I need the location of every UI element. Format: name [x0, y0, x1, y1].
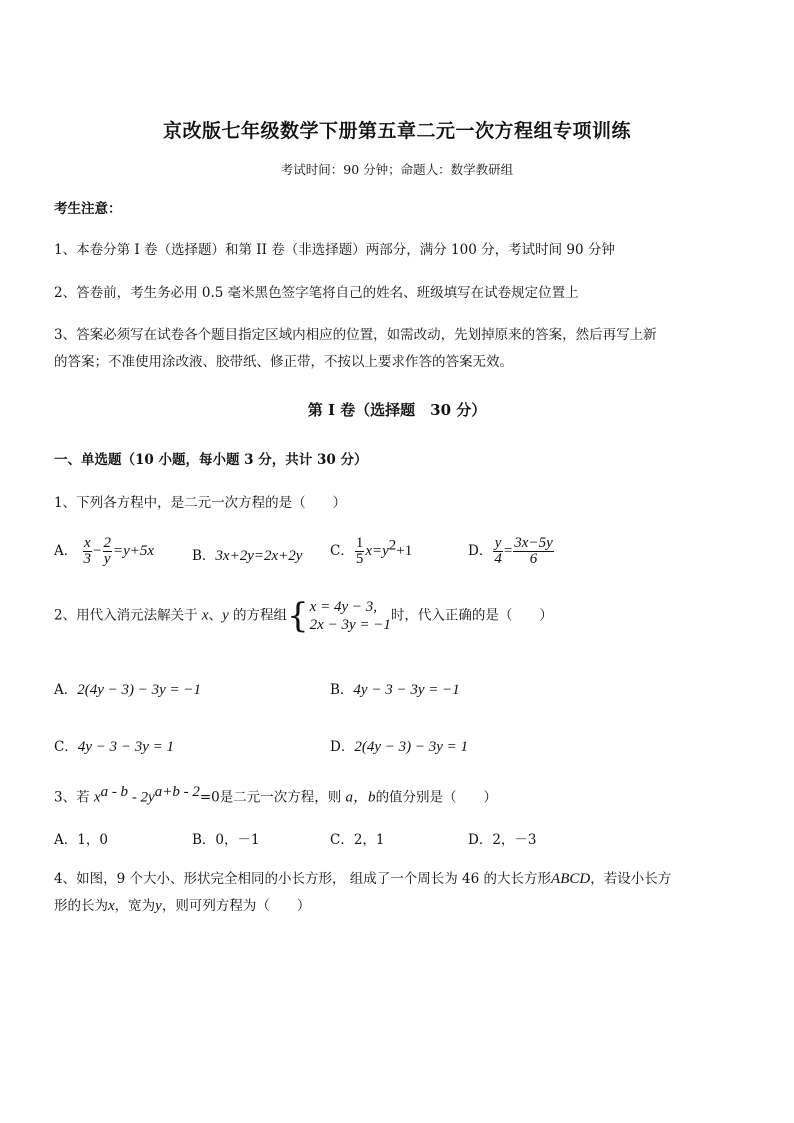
- q2-option-c-expression: 4y − 3 − 3y = 1: [77, 739, 175, 755]
- notice-item-2: 2、答卷前，考生务必用 0.5 毫米黑色签字笔将自己的姓名、班级填写在试卷规定位置上: [54, 285, 579, 301]
- q1-a-fraction-1: $\frac{x}{3}$: [83, 535, 92, 567]
- q3-option-a[interactable]: A．1，0: [54, 832, 108, 848]
- q4-var-x: x: [108, 898, 115, 914]
- section-title: 第 I 卷（选择题 30 分）: [307, 401, 487, 419]
- q3-term-1-base: x: [93, 789, 101, 806]
- q3-stem-part-3: 的值分别是（ ）: [375, 789, 498, 806]
- q3-stem-part-2: 是二元一次方程，则: [219, 789, 342, 806]
- q3-term-2-exponent: a+b - 2: [154, 784, 200, 800]
- q3-stem: [54, 784, 497, 807]
- q1-d-fraction-1: $\frac{y}{4}$: [494, 535, 502, 567]
- q2-var-x: x: [201, 607, 209, 624]
- q1-c-exponent: 2: [388, 537, 397, 554]
- q1-option-a[interactable]: [54, 536, 154, 567]
- notice-item-1: 1、本卷分第 I 卷（选择题）和第 II 卷（非选择题）两部分，满分 100 分，考试时间 90 分钟: [54, 242, 615, 258]
- q1-c-rest-end: +1: [396, 543, 413, 559]
- q1-a-fraction-2: $\frac{2}{y}$: [103, 535, 112, 567]
- q1-a-rest: =y+5x: [113, 543, 155, 559]
- q1-c-fraction: $\frac{1}{5}$: [355, 535, 364, 567]
- q3-stem-part-1: 3、若: [54, 789, 90, 806]
- q3-term-2-base: - 2y: [128, 789, 155, 806]
- q1-stem: 1、下列各方程中，是二元一次方程的是（ ）: [54, 495, 347, 511]
- q4-var-y: y: [155, 898, 162, 914]
- q2-option-a-expression: 2(4y − 3) − 3y = −1: [77, 682, 202, 698]
- q2-option-b-label: B．: [330, 682, 354, 698]
- notice-heading: 考生注意：: [54, 201, 122, 217]
- q2-option-d[interactable]: [330, 735, 468, 756]
- q1-a-minus: −: [93, 543, 102, 559]
- q3-term-1-exponent: a - b: [100, 784, 129, 800]
- notice-item-3-line-2: 的答案；不准使用涂改液、胶带纸、修正带，不按以上要求作答的答案无效。: [54, 354, 513, 370]
- q2-system-line-1: x = 4y − 3,: [309, 599, 377, 615]
- exam-title: 京改版七年级数学下册第五章二元一次方程组专项训练: [162, 120, 631, 142]
- q2-option-a[interactable]: [54, 678, 201, 699]
- q1-option-c[interactable]: [330, 536, 412, 567]
- q3-equals-zero: =0: [199, 789, 220, 806]
- notice-item-3-line-1: 3、答案必须写在试卷各个题目指定区域内相应的位置，如需改动，先划掉原来的答案，然后再写上新: [54, 327, 657, 343]
- q1-option-d[interactable]: [468, 536, 555, 567]
- q2-stem-part-1: 2、用代入消元法解关于: [54, 607, 198, 624]
- q2-option-d-expression: 2(4y − 3) − 3y = 1: [354, 739, 468, 755]
- q1-option-a-label: A．: [54, 543, 78, 559]
- q1-d-equals: =: [503, 543, 513, 559]
- q1-option-b[interactable]: [192, 544, 302, 565]
- q4-rectangle-label: ABCD: [551, 871, 591, 887]
- q2-option-a-label: A．: [54, 682, 78, 698]
- part-heading: 一、单选题（10 小题，每小题 3 分，共计 30 分）: [54, 452, 368, 468]
- q2-separator: 、: [208, 607, 223, 624]
- q2-stem-part-2: 的方程组: [233, 607, 288, 624]
- q1-option-b-label: B．: [192, 548, 216, 564]
- q3-option-d[interactable]: D．2，－3: [468, 832, 537, 848]
- q2-stem: [54, 598, 553, 634]
- q2-option-b-expression: 4y − 3 − 3y = −1: [353, 682, 460, 698]
- q4-line-1: 4、如图，9 个大小、形状完全相同的小长方形， 组成了一个周长为 46 的大长方形ABCD，若设小长方: [54, 871, 672, 887]
- q3-variables-ab: a，b: [345, 789, 376, 806]
- q2-option-c[interactable]: [54, 735, 174, 756]
- q3-option-b[interactable]: B．0，－1: [192, 832, 260, 848]
- q2-equation-system: [310, 598, 391, 634]
- left-brace-icon: {: [287, 596, 309, 636]
- q2-option-b[interactable]: [330, 678, 460, 699]
- q2-system-line-2: 2x − 3y = −1: [309, 617, 391, 633]
- q1-option-d-label: D．: [468, 543, 493, 559]
- q2-stem-part-3: 时，代入正确的是（ ）: [390, 607, 553, 624]
- q2-var-y: y: [222, 607, 229, 624]
- q4-line-2: 形的长为x，宽为y，则可列方程为（ ）: [54, 898, 311, 914]
- q3-option-c[interactable]: C．2，1: [330, 832, 385, 848]
- q1-b-expression: 3x+2y=2x+2y: [215, 548, 303, 564]
- exam-subtitle: 考试时间：90 分钟；命题人：数学教研组: [280, 162, 514, 177]
- notice-item-3: [54, 322, 744, 376]
- q2-option-d-label: D．: [330, 739, 355, 755]
- q1-c-rest: x=y: [365, 543, 389, 559]
- q2-option-c-label: C．: [54, 739, 78, 755]
- q4-stem: [54, 866, 744, 920]
- q1-d-fraction-2: $\frac{3x-5y}{6}$: [514, 535, 553, 567]
- q1-option-c-label: C．: [330, 543, 354, 559]
